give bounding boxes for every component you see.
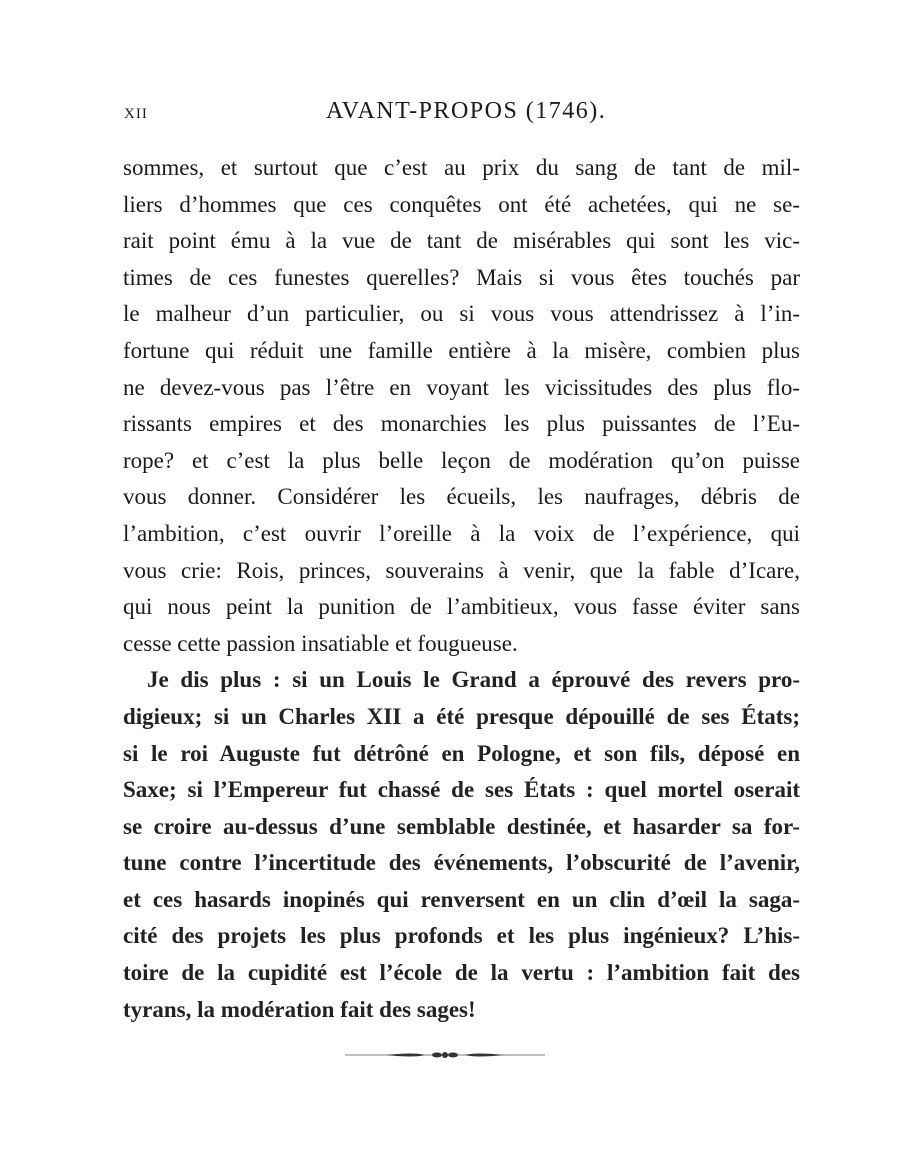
text-line: Saxe; si l’Empereur fut chassé de ses États : quel mortel oserait: [123, 777, 800, 803]
text-line: rait point ému à la vue de tant de misérables qui sont les vic-: [123, 228, 800, 254]
text-line: le malheur d’un particulier, ou si vous vous attendrissez à l’in-: [123, 301, 800, 327]
text-line: ne devez-vous pas l’être en voyant les vicissitudes des plus flo-: [123, 374, 800, 400]
paragraph-2: [123, 662, 800, 1028]
text-line: sommes, et surtout que c’est au prix du sang de tant de mil-: [123, 155, 800, 180]
text-line: cesse cette passion insatiable et fougueuse.: [123, 630, 518, 656]
page-number: XII: [124, 106, 148, 122]
text-line: toire de la cupidité est l’école de la vertu : l’ambition fait des: [123, 960, 800, 986]
text-line: tune contre l’incertitude des événements, l’obscurité de l’avenir,: [123, 850, 800, 876]
text-line: times de ces funestes querelles? Mais si vous êtes touchés par: [123, 264, 800, 290]
text-line: Je dis plus : si un Louis le Grand a éprouvé des revers pro-: [147, 667, 800, 693]
text-line: fortune qui réduit une famille entière à la misère, combien plus: [123, 337, 800, 363]
text-line: liers d’hommes que ces conquêtes ont été achetées, qui ne se-: [123, 191, 800, 217]
running-title: AVANT-PROPOS (1746).: [326, 98, 607, 124]
paragraph-1: [123, 150, 800, 662]
text-line: vous donner. Considérer les écueils, les naufrages, débris de: [123, 484, 800, 510]
text-line: l’ambition, c’est ouvrir l’oreille à la voix de l’expérience, qui: [123, 520, 800, 546]
text-line: vous crie: Rois, princes, souverains à venir, que la fable d’Icare,: [123, 557, 800, 583]
text-line: se croire au-dessus d’une semblable destinée, et hasarder sa for-: [123, 813, 800, 839]
text-line: cité des projets les plus profonds et les plus ingénieux? L’his-: [123, 923, 800, 949]
text-line: et ces hasards inopinés qui renversent en un clin d’œil la saga-: [123, 886, 800, 912]
ornament-divider-icon: [345, 1052, 545, 1058]
text-line: rope? et c’est la plus belle leçon de modération qu’on puisse: [123, 447, 800, 473]
text-line: digieux; si un Charles XII a été presque dépouillé de ses États;: [123, 703, 800, 729]
body-text: [123, 150, 800, 1028]
text-line: rissants empires et des monarchies les plus puissantes de l’Eu-: [123, 411, 800, 437]
text-line: tyrans, la modération fait des sages!: [123, 996, 476, 1022]
text-line: qui nous peint la punition de l’ambitieux, vous fasse éviter sans: [123, 594, 800, 620]
text-line: si le roi Auguste fut détrôné en Pologne, et son fils, déposé en: [123, 740, 800, 766]
